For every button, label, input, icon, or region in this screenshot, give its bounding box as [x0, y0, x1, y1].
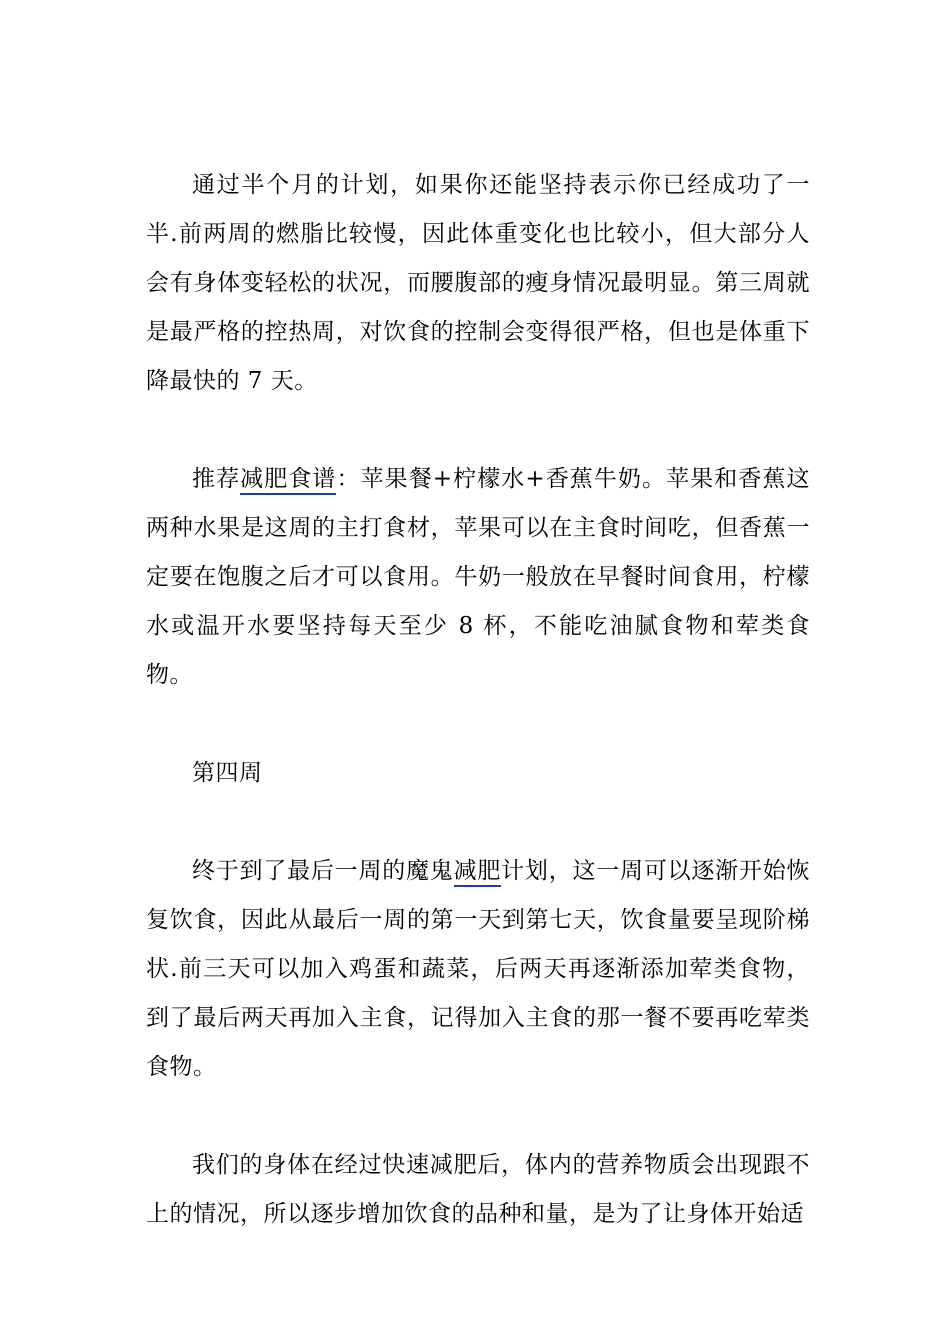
paragraph-recommended-recipe [146, 455, 810, 700]
section-heading-week-four [146, 749, 810, 798]
paragraph-text: ：苹果餐+柠檬水+香蕉牛奶。苹果和香蕉这两种水果是这周的主打食材，苹果可以在主食时间吃，但香蕉一定要在饱腹之后才可以食用。牛奶一般放在早餐时间食用，柠檬水或温开水要坚持每天至少 8 杯，不能吃油腻食物和荤类食物。 [146, 466, 810, 688]
document-body [146, 161, 810, 1239]
paragraph-spacer [146, 406, 810, 455]
paragraph-final-week-plan [146, 847, 810, 1092]
paragraph-text: 推荐 [192, 466, 241, 492]
paragraph-text: 我们的身体在经过快速减肥后，体内的营养物质会出现跟不上的情况，所以逐步增加饮食的品种和量，是为了让身体开始适 [146, 1152, 810, 1227]
paragraph-progress-summary [146, 161, 810, 406]
diet-recipe-link[interactable]: 减肥食谱 [240, 466, 336, 495]
paragraph-text: 计划，这一周可以逐渐开始恢复饮食，因此从最后一周的第一天到第七天，饮食量要呈现阶梯状.前三天可以加入鸡蛋和蔬菜，后两天再逐渐添加荤类食物，到了最后两天再加入主食，记得加入主食的那一餐不要再吃荤类食物。 [146, 858, 811, 1080]
paragraph-text: 终于到了最后一周的魔鬼 [192, 858, 454, 884]
paragraph-spacer [146, 700, 810, 749]
heading-text: 第四周 [192, 760, 263, 786]
paragraph-nutrition-recovery [146, 1141, 810, 1239]
paragraph-spacer [146, 1092, 810, 1141]
paragraph-spacer [146, 798, 810, 847]
weight-loss-link[interactable]: 减肥 [454, 858, 502, 887]
paragraph-text: 通过半个月的计划，如果你还能坚持表示你已经成功了一半.前两周的燃脂比较慢，因此体重变化也比较小，但大部分人会有身体变轻松的状况，而腰腹部的瘦身情况最明显。第三周就是最严格的控热周，对饮食的控制会变得很严格，但也是体重下降最快的 7 天。 [146, 172, 810, 394]
